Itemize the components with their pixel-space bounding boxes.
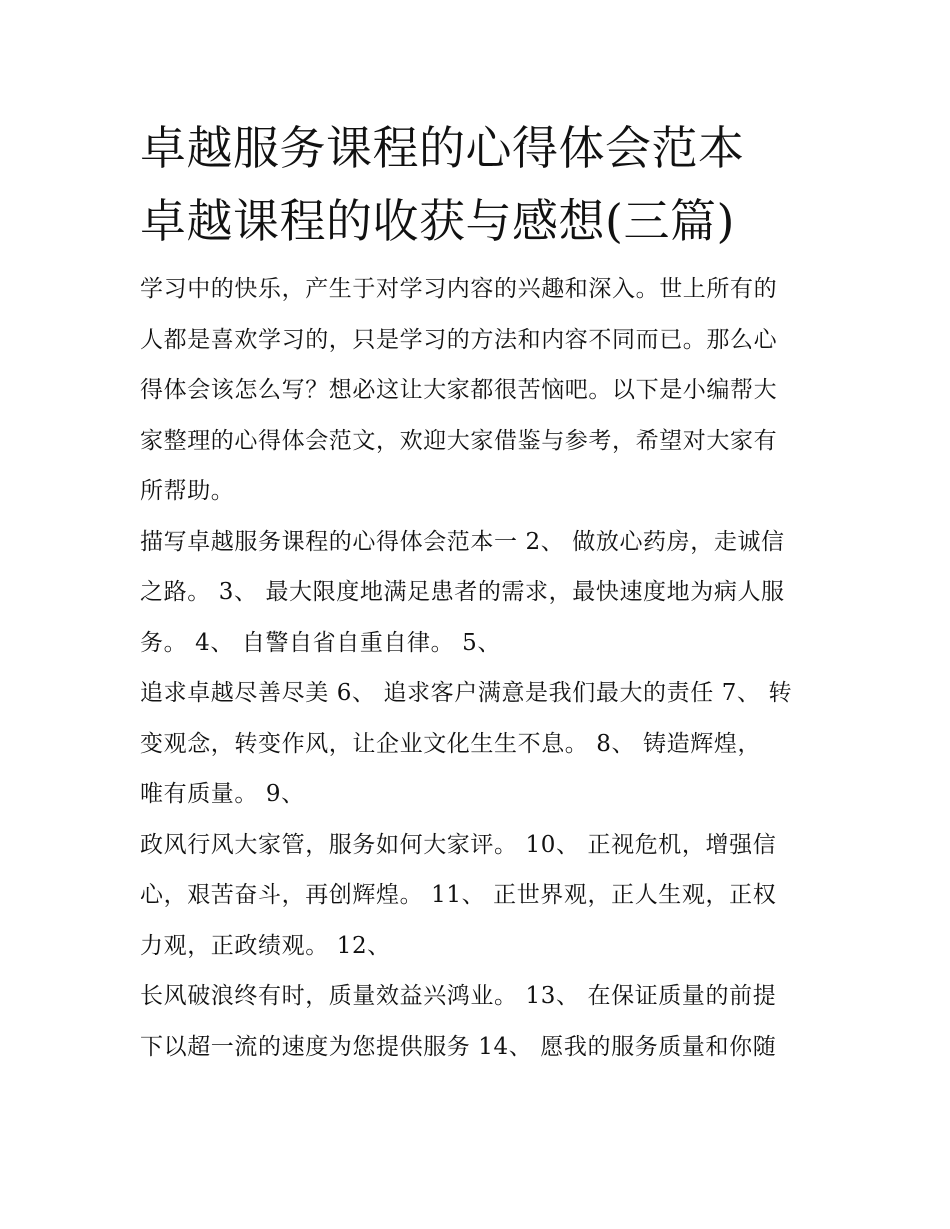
- paragraph-4: [140, 820, 812, 972]
- title-line-1: 卓越服务课程的心得体会范本: [140, 121, 745, 175]
- text-line: 得体会该怎么写？想必这让大家都很苦恼吧。以下是小编帮大: [140, 377, 778, 403]
- text-line: 所帮助。: [140, 478, 235, 504]
- text-line: 政风行风大家管，服务如何大家评。 10、 正视危机，增强信: [140, 831, 777, 858]
- paragraph-3: [140, 668, 812, 820]
- text-line: 人都是喜欢学习的，只是学习的方法和内容不同而已。那么心: [140, 326, 778, 353]
- text-line: 变观念，转变作风，让企业文化生生不息。 8、 铸造辉煌，: [140, 730, 762, 757]
- paragraph-5: [140, 971, 812, 1072]
- paragraph-2: [140, 517, 812, 669]
- text-line: 下以超一流的速度为您提供服务 14、 愿我的服务质量和你随: [140, 1033, 777, 1060]
- title-line-2: 卓越课程的收获与感想(三篇): [140, 194, 735, 248]
- text-line: 长风破浪终有时，质量效益兴鸿业。 13、 在保证质量的前提: [140, 983, 777, 1009]
- paragraph-intro: [140, 264, 812, 517]
- document-page: [140, 112, 812, 1072]
- document-title: [140, 112, 812, 258]
- text-line: 追求卓越尽善尽美 6、 追求客户满意是我们最大的责任 7、 转: [140, 680, 793, 706]
- text-line: 学习中的快乐，产生于对学习内容的兴趣和深入。世上所有的: [140, 276, 778, 302]
- text-line: 唯有质量。 9、: [140, 781, 305, 807]
- text-line: 描写卓越服务课程的心得体会范本一 2、 做放心药房，走诚信: [140, 528, 785, 555]
- text-line: 力观，正政绩观。 12、: [140, 932, 391, 959]
- text-line: 心，艰苦奋斗，再创辉煌。 11、 正世界观，正人生观，正权: [140, 882, 777, 908]
- text-line: 务。 4、 自警自省自重自律。 5、: [140, 629, 501, 656]
- text-line: 家整理的心得体会范文，欢迎大家借鉴与参考，希望对大家有: [140, 427, 778, 454]
- text-line: 之路。 3、 最大限度地满足患者的需求，最快速度地为病人服: [140, 579, 785, 605]
